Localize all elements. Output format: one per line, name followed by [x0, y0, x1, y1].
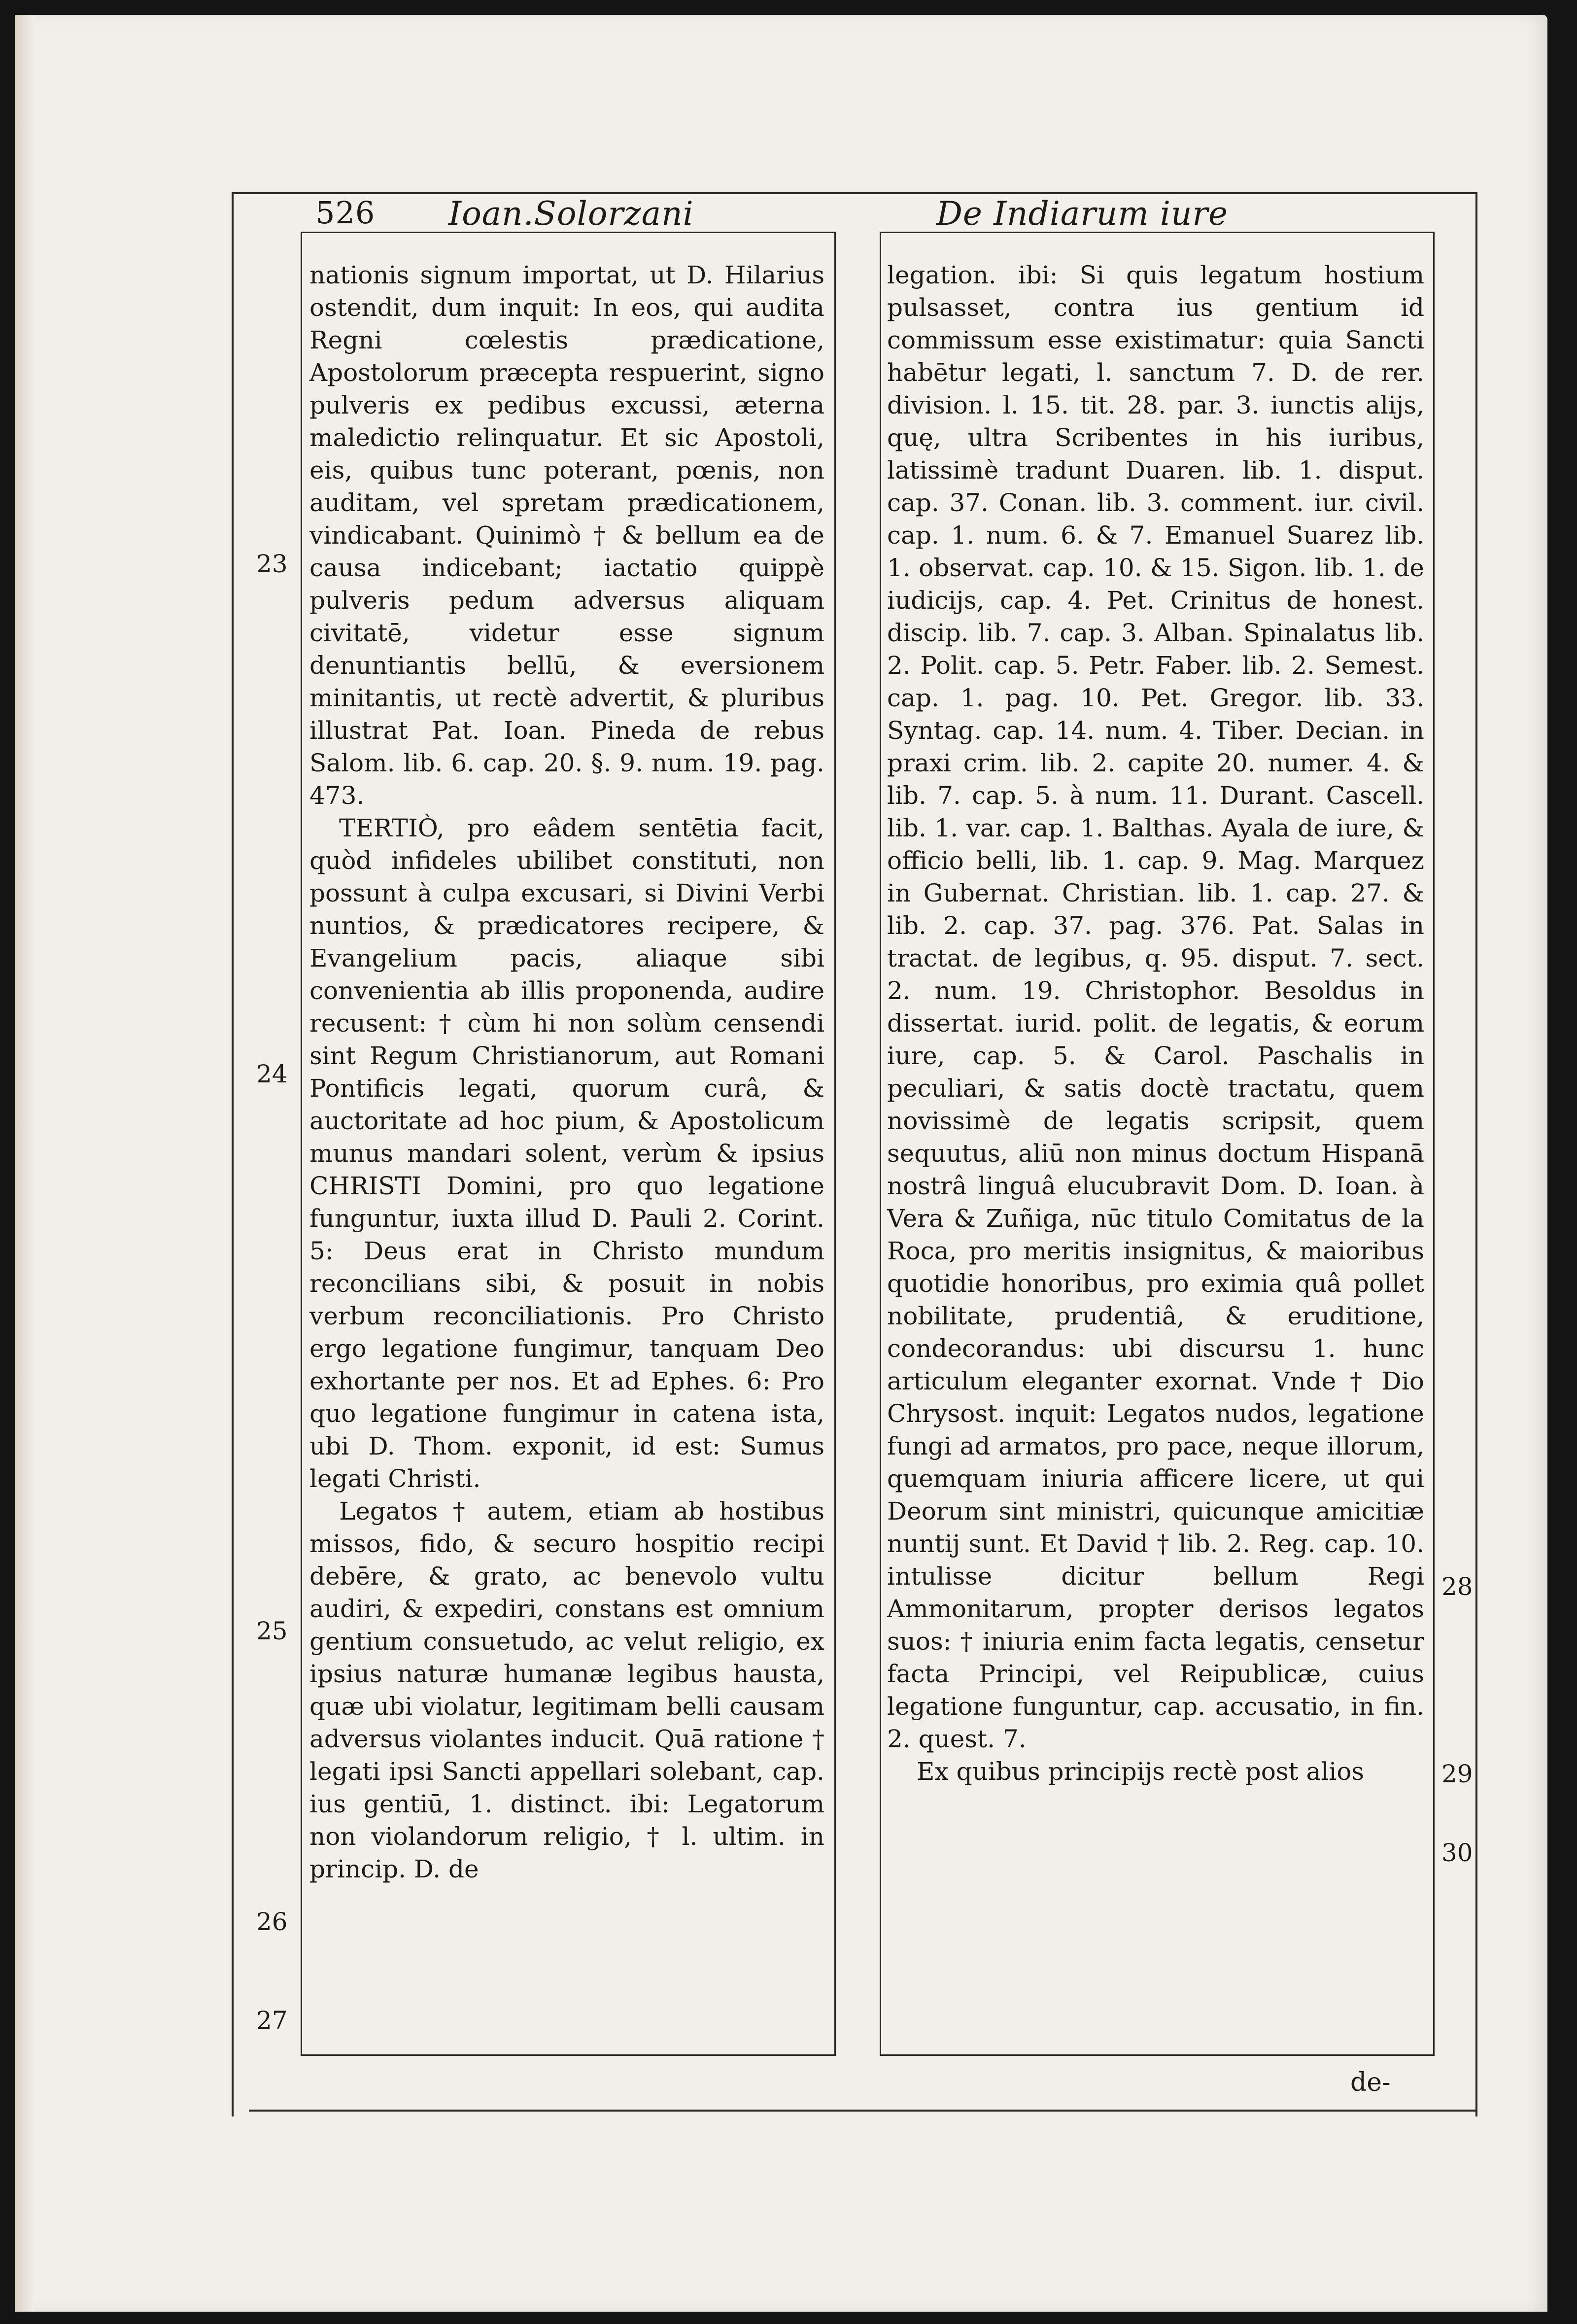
paragraph: Ex quibus principijs rectè post alios — [917, 1757, 1365, 1786]
paragraph: TERTIÒ, pro eâdem sentētia facit, quòd infideles ubilibet constituti, non possunt à culpa excusari, si Divini Verbi nuntios, & prædicatores recipere, & Evangelium pacis, aliaque sibi convenientia ab illis proponenda, audire recusent: † cùm hi non solùm censendi sint Regum Christianorum, aut Romani Pontificis legati, quorum curâ, & auctoritate ad hoc pium, & Apostolicum munus mandari solent, verùm & ipsius CHRISTI Domini, pro quo legatione funguntur, iuxta illud D. Pauli 2. Corint. 5: Deus erat in Christo mundum reconcilians sibi, & posuit in nobis verbum reconciliationis. Pro Christo ergo legatione fungimur, tanquam Deo exhortante per nos. Et ad Ephes. 6: Pro quo legatione fungimur in catena ista, ubi D. Thom. exponit, id est: Sumus legati Christi. — [309, 814, 824, 1493]
page-number: 526 — [315, 195, 376, 231]
paragraph: Legatos † autem, etiam ab hostibus missos, fido, & securo hospitio recipi debēre, & grato, ac benevolo vultu audiri, & expediri, constans est omnium gentium consuetudo, ac velut religio, ex ipsius naturæ humanæ legibus hausta, quæ ubi violatur, legitimam belli causam adversus violantes inducit. Quā ratione † legati ipsi Sancti appellari solebant, cap. ius gentiū, 1. distinct. ibi: Legatorum non violandorum religio, † l. ultim. in princip. D. de — [309, 1497, 824, 1883]
running-author: Ioan.Solorzani — [448, 195, 694, 233]
catchword: de- — [1350, 2068, 1391, 2097]
page-gutter — [15, 15, 34, 2312]
footer-rule — [249, 2110, 1476, 2112]
margin-number: 29 — [1441, 1760, 1473, 1788]
margin-number: 24 — [256, 1060, 288, 1088]
margin-number: 28 — [1441, 1572, 1473, 1601]
left-column-text — [309, 259, 824, 1885]
paragraph: nationis signum importat, ut D. Hilarius ostendit, dum inquit: In eos, qui audita Regni cœlestis prædicatione, Apostolorum præcepta respuerint, signo pulveris ex pedibus excussi, æterna maledictio relinquatur. Et sic Apostoli, eis, quibus tunc poterant, pœnis, non auditam, vel spretam prædicationem, vindicabant. Quinimò † & bellum ea de causa indicebant; iactatio quippè pulveris pedum adversus aliquam civitatē, videtur esse signum denuntiantis bellū, & eversionem minitantis, ut rectè advertit, & pluribus illustrat Pat. Ioan. Pineda de rebus Salom. lib. 6. cap. 20. §. 9. num. 19. pag. 473. — [309, 261, 824, 810]
margin-number: 25 — [256, 1617, 288, 1645]
margin-number: 27 — [256, 2006, 288, 2035]
paragraph: legation. ibi: Si quis legatum hostium pulsasset, contra ius gentium id commissum esse existimatur: quia Sancti habētur legati, l. sanctum 7. D. de rer. division. l. 15. tit. 28. par. 3. iunctis alijs, quę, ultra Scribentes in his iuribus, latissimè tradunt Duaren. lib. 1. disput. cap. 37. Conan. lib. 3. comment. iur. civil. cap. 1. num. 6. & 7. Emanuel Suarez lib. 1. observat. cap. 10. & 15. Sigon. lib. 1. de iudicijs, cap. 4. Pet. Crinitus de honest. discip. lib. 7. cap. 3. Alban. Spinalatus lib. 2. Polit. cap. 5. Petr. Faber. lib. 2. Semest. cap. 1. pag. 10. Pet. Gregor. lib. 33. Syntag. cap. 14. num. 4. Tiber. Decian. in praxi crim. lib. 2. capite 20. numer. 4. & lib. 7. cap. 5. à num. 11. Durant. Cascell. lib. 1. var. cap. 1. Balthas. Ayala de iure, & officio belli, lib. 1. cap. 9. Mag. Marquez in Gubernat. Christian. lib. 1. cap. 27. & lib. 2. cap. 37. pag. 376. Pat. Salas in tractat. de legibus, q. 95. disput. 7. sect. 2. num. 19. Christophor. Besoldus in dissertat. iurid. polit. de legatis, & eorum iure, cap. 5. & Carol. Paschalis in peculiari, & satis doctè tractatu, quem novissimè de legatis scripsit, quem sequutus, aliū non minus doctum Hispanā nostrâ linguâ elucubravit Dom. D. Ioan. à Vera & Zuñiga, nūc titulo Comitatus de la Roca, pro meritis insignitus, & maioribus quotidie honoribus, pro eximia quâ pollet nobilitate, prudentiâ, & eruditione, condecorandus: ubi discursu 1. hunc articulum eleganter exornat. Vnde † Dio Chrysost. inquit: Legatos nudos, legatione fungi ad armatos, pro pace, neque illorum, quemquam iniuria afficere licere, ut qui Deorum sint ministri, quicunque amicitiæ nuntij sunt. Et David † lib. 2. Reg. cap. 10. intulisse dicitur bellum Regi Ammonitarum, propter derisos legatos suos: † iniuria enim facta legatis, censetur facta Principi, vel Reipublicæ, cuius legatione funguntur, cap. accusatio, in fin. 2. quest. 7. — [887, 261, 1424, 1753]
margin-number: 23 — [256, 550, 288, 578]
right-column-text — [887, 259, 1424, 1788]
running-title: De Indiarum iure — [936, 195, 1229, 233]
margin-number: 26 — [256, 1908, 288, 1936]
margin-number: 30 — [1441, 1838, 1473, 1867]
